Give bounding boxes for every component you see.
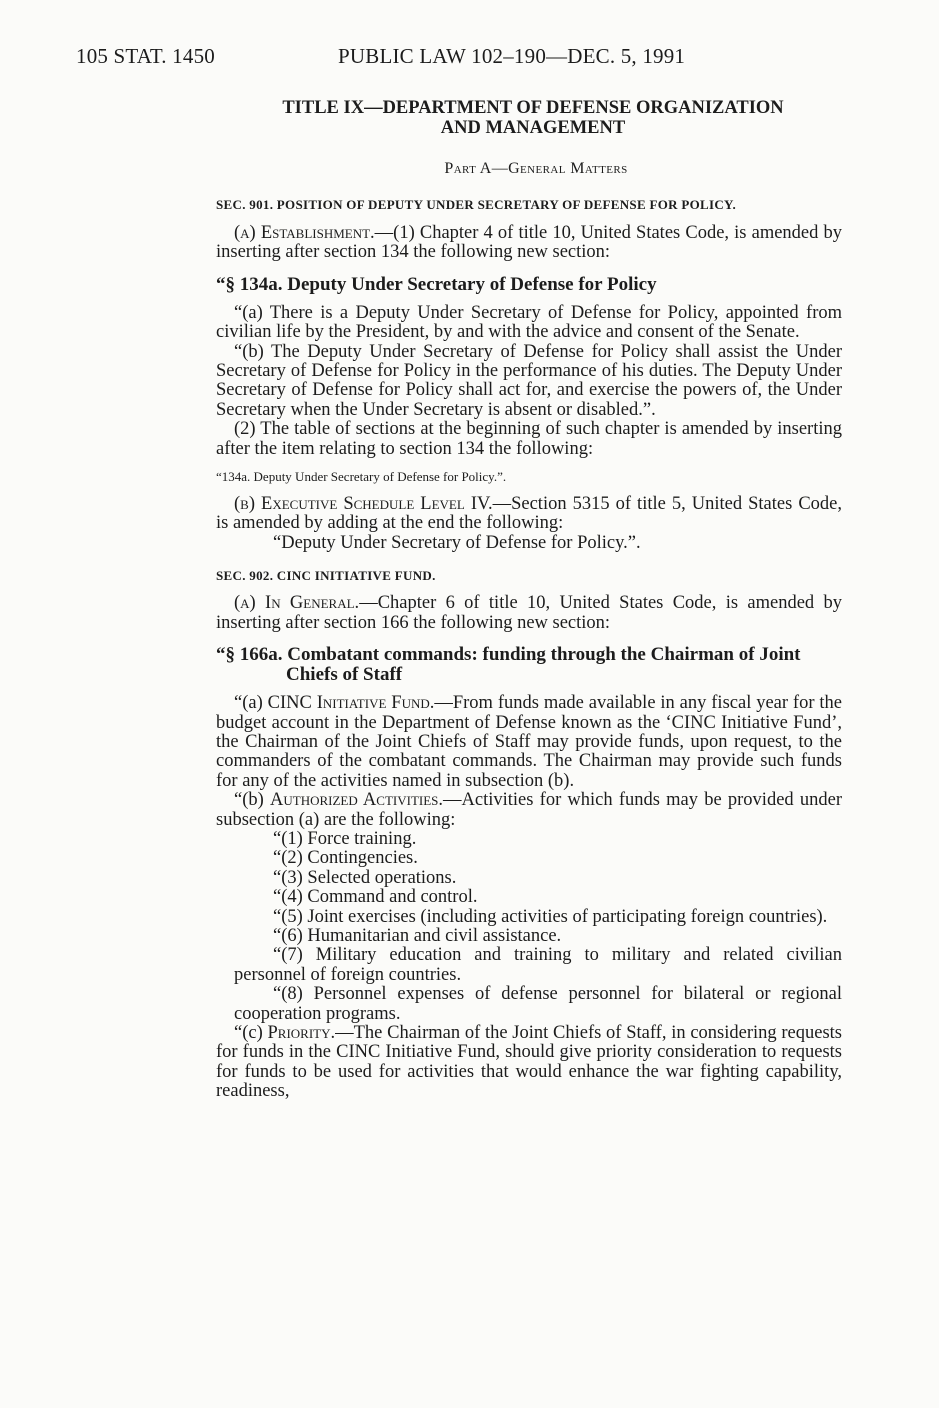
activity-item: “(2) Contingencies. [273, 848, 418, 869]
cinc-fund-label: CINC Initiative Fund. [267, 693, 435, 714]
sec-901-b-text: —Section 5315 of title 5, United States Code, is amended by adding at the end the following: [216, 494, 843, 534]
sec-901-b-label: (b) Executive Schedule Level IV. [234, 494, 493, 515]
sec-902-heading: SEC. 902. CINC INITIATIVE FUND. [216, 568, 436, 584]
title-line-2: AND MANAGEMENT [440, 118, 626, 138]
section-166a-c: “(c) Priority.—The Chairman of the Joint Chiefs of Staff, in considering requests for funds in the CINC Initiative Fund, should give priority consideration to requests for funds to be used for activities that would enhance the war fighting capability, readiness, [216, 1023, 842, 1102]
activity-item: “(8) Personnel expenses of defense personnel for bilateral or regional cooperation programs. [234, 984, 842, 1024]
priority-label: Priority. [267, 1023, 336, 1043]
title-line-1: TITLE IX—DEPARTMENT OF DEFENSE ORGANIZATION [282, 98, 784, 118]
section-134a-heading: “§ 134a. Deputy Under Secretary of Defense for Policy [216, 273, 657, 295]
sec-901-a [216, 224, 842, 263]
sec-901-b-quote: “Deputy Under Secretary of Defense for Policy.”. [273, 532, 641, 553]
section-134a-a: “(a) There is a Deputy Under Secretary of Defense for Policy, appointed from civilian life by the President, by and with the advice and consent of the Senate. [216, 302, 842, 343]
section-166a-heading: “§ 166a. Combatant commands: funding through the Chairman of Joint Chiefs of Staff [216, 644, 801, 686]
sec-901-heading: SEC. 901. POSITION OF DEPUTY UNDER SECRETARY OF DEFENSE FOR POLICY. [216, 197, 737, 212]
authorized-activities-label: Authorized Activities. [270, 790, 444, 811]
activity-item: “(6) Humanitarian and civil assistance. [273, 925, 562, 946]
body-column [216, 98, 842, 1102]
sec-902-a-label: (a) In General. [234, 593, 360, 614]
part-heading: Part A—General Matters [444, 160, 628, 177]
table-of-sections-item: “134a. Deputy Under Secretary of Defense for Policy.”. [216, 469, 507, 485]
sec-902-a-text: —Chapter 6 of title 10, United States Code, is amended by inserting after section 166 the following new section: [216, 593, 842, 633]
running-header: PUBLIC LAW 102–190—DEC. 5, 1991 [338, 44, 686, 68]
sec-901-a2: (2) The table of sections at the beginning of such chapter is amended by inserting after the item relating to section 134 the following: [216, 419, 842, 459]
section-166a-b: “(b) Authorized Activities.—Activities for which funds may be provided under subsection (a) are the following: [216, 790, 842, 830]
sec-902-a [216, 594, 842, 633]
section-166a-a: “(a) CINC Initiative Fund.—From funds made available in any fiscal year for the budget account in the Department of Defense known as the ‘CINC Initiative Fund’, the Chairman of the Joint Chiefs of Staff may provide funds, upon request, to the commanders of the combatant commands. The Chairman may provide such funds for any of the activities named in subsection (b). [216, 693, 842, 791]
sec-901-a-text: —(1) Chapter 4 of title 10, United States Code, is amended by inserting after section 134 the following new section: [216, 223, 842, 263]
sec-901-a-label: (a) Establishment. [234, 223, 375, 243]
activity-item: “(3) Selected operations. [273, 867, 457, 888]
section-134a-b: “(b) The Deputy Under Secretary of Defense for Policy shall assist the Under Secretary of Defense for Policy in the performance of his duties. The Deputy Under Secretary of Defense for Policy shall act for, and exercise the powers of, the Under Secretary when the Under Secretary is absent or disabled.”. [216, 341, 842, 420]
activity-item: “(7) Military education and training to military and related civilian personnel of foreign countries. [234, 945, 842, 985]
title-heading [224, 98, 842, 138]
stat-page-number: 105 STAT. 1450 [76, 44, 215, 68]
activity-item: “(5) Joint exercises (including activities of participating foreign countries). [273, 906, 828, 927]
activity-item: “(1) Force training. [273, 828, 417, 849]
activity-item: “(4) Command and control. [273, 887, 478, 908]
sec-901-b [216, 495, 842, 534]
